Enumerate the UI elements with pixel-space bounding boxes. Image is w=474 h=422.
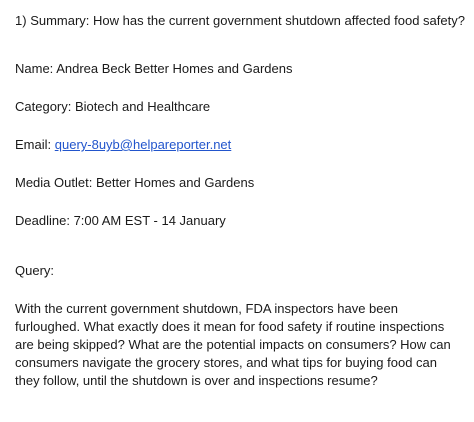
name-value: Andrea Beck Better Homes and Gardens — [56, 61, 293, 76]
query-document — [15, 12, 467, 390]
media-outlet-field — [15, 174, 467, 192]
media-outlet-label: Media Outlet: — [15, 175, 93, 190]
query-label: Query: — [15, 263, 55, 278]
summary-number: 1) — [15, 13, 27, 28]
deadline-label: Deadline: — [15, 213, 70, 228]
category-label: Category: — [15, 99, 72, 114]
deadline-field — [15, 212, 467, 230]
category-value: Biotech and Healthcare — [75, 99, 211, 114]
summary-line — [15, 12, 467, 30]
email-label: Email: — [15, 137, 52, 152]
category-field — [15, 98, 467, 116]
summary-label: Summary: — [30, 13, 90, 28]
email-link[interactable]: query-8uyb@helpareporter.net — [54, 137, 232, 152]
email-field — [15, 136, 467, 154]
media-outlet-value: Better Homes and Gardens — [95, 175, 255, 190]
deadline-value: 7:00 AM EST - 14 January — [73, 213, 226, 228]
query-body: With the current government shutdown, FDA inspectors have been furloughed. What exactly does it mean for food safety if routine inspections are being skipped? What are the potential impacts on consumers? How can consumers navigate the grocery stores, and what tips for buying food can they follow, until the shutdown is over and inspections resume? — [15, 301, 451, 388]
name-field — [15, 60, 467, 78]
summary-text: How has the current government shutdown affected food safety? — [93, 13, 465, 28]
name-label: Name: — [15, 61, 54, 76]
